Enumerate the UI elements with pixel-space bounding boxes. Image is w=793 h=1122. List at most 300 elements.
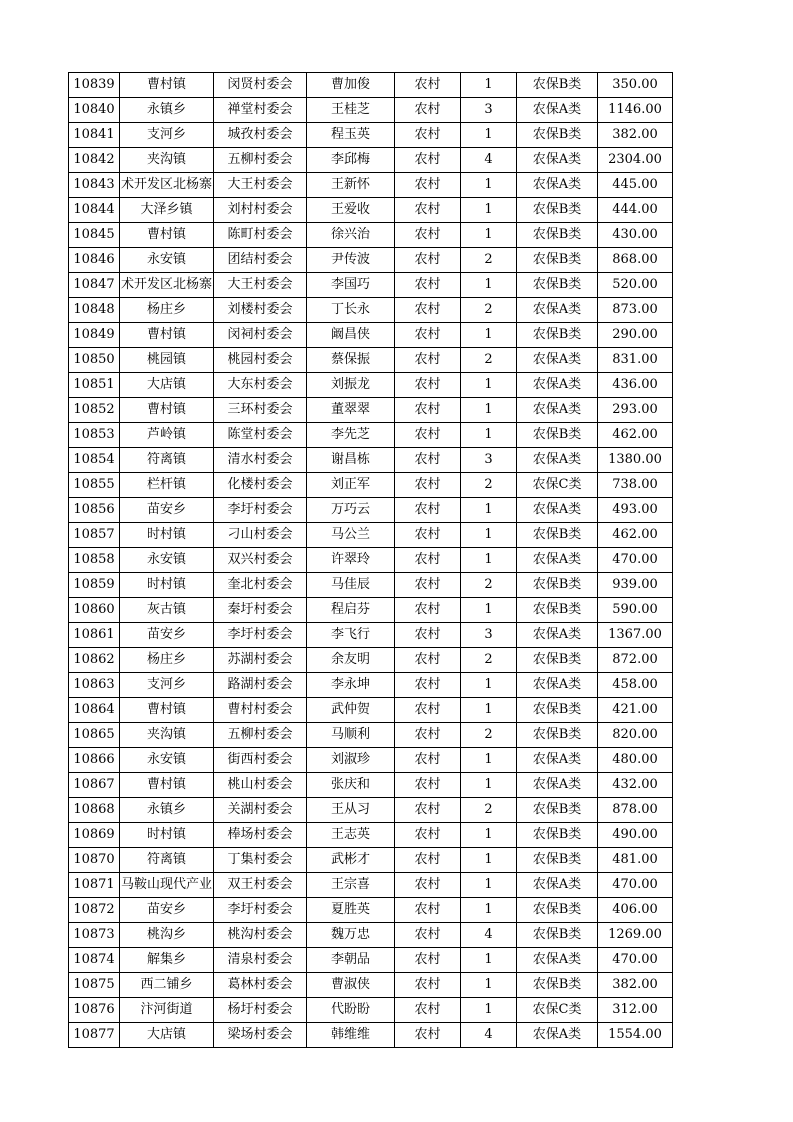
cell-category: 农保A类: [517, 448, 598, 473]
cell-category: 农保A类: [517, 748, 598, 773]
cell-name: 王新怀: [307, 173, 395, 198]
cell-town: 永安镇: [120, 748, 214, 773]
cell-type: 农村: [395, 948, 461, 973]
cell-village: 奎北村委会: [214, 573, 307, 598]
cell-id: 10853: [69, 423, 120, 448]
cell-type: 农村: [395, 498, 461, 523]
cell-town: 永安镇: [120, 548, 214, 573]
cell-name: 蔡保振: [307, 348, 395, 373]
cell-amount: 470.00: [598, 873, 673, 898]
cell-id: 10849: [69, 323, 120, 348]
cell-name: 曹加俊: [307, 73, 395, 98]
cell-type: 农村: [395, 548, 461, 573]
table-row: [69, 373, 673, 398]
cell-village: 李圩村委会: [214, 498, 307, 523]
cell-id: 10858: [69, 548, 120, 573]
table-row: [69, 823, 673, 848]
cell-count: 1: [461, 373, 517, 398]
cell-village: 清泉村委会: [214, 948, 307, 973]
cell-id: 10872: [69, 898, 120, 923]
cell-count: 3: [461, 623, 517, 648]
cell-count: 2: [461, 248, 517, 273]
cell-count: 1: [461, 748, 517, 773]
table-row: [69, 948, 673, 973]
cell-village: 双兴村委会: [214, 548, 307, 573]
cell-village: 刁山村委会: [214, 523, 307, 548]
cell-name: 阚昌侠: [307, 323, 395, 348]
cell-village: 团结村委会: [214, 248, 307, 273]
cell-type: 农村: [395, 98, 461, 123]
cell-name: 王从习: [307, 798, 395, 823]
table-row: [69, 973, 673, 998]
cell-amount: 480.00: [598, 748, 673, 773]
cell-type: 农村: [395, 648, 461, 673]
cell-id: 10844: [69, 198, 120, 223]
cell-town: 杨庄乡: [120, 648, 214, 673]
cell-village: 李圩村委会: [214, 623, 307, 648]
cell-amount: 1367.00: [598, 623, 673, 648]
cell-village: 苏湖村委会: [214, 648, 307, 673]
cell-category: 农保A类: [517, 498, 598, 523]
cell-id: 10877: [69, 1023, 120, 1048]
cell-town: 支河乡: [120, 673, 214, 698]
cell-category: 农保B类: [517, 523, 598, 548]
cell-amount: 445.00: [598, 173, 673, 198]
cell-id: 10868: [69, 798, 120, 823]
cell-amount: 421.00: [598, 698, 673, 723]
cell-name: 刘振龙: [307, 373, 395, 398]
cell-type: 农村: [395, 673, 461, 698]
table-row: [69, 598, 673, 623]
cell-town: 马鞍山现代产业: [120, 873, 214, 898]
cell-town: 永安镇: [120, 248, 214, 273]
cell-type: 农村: [395, 698, 461, 723]
cell-count: 2: [461, 298, 517, 323]
cell-village: 三环村委会: [214, 398, 307, 423]
cell-name: 武彬才: [307, 848, 395, 873]
cell-category: 农保A类: [517, 1023, 598, 1048]
cell-town: 汴河街道: [120, 998, 214, 1023]
cell-name: 马顺利: [307, 723, 395, 748]
table-row: [69, 698, 673, 723]
cell-amount: 293.00: [598, 398, 673, 423]
cell-village: 双王村委会: [214, 873, 307, 898]
cell-name: 许翠玲: [307, 548, 395, 573]
cell-count: 1: [461, 548, 517, 573]
cell-type: 农村: [395, 348, 461, 373]
cell-category: 农保A类: [517, 348, 598, 373]
cell-town: 曹村镇: [120, 223, 214, 248]
cell-count: 1: [461, 823, 517, 848]
table-row: [69, 198, 673, 223]
table-row: [69, 673, 673, 698]
cell-id: 10870: [69, 848, 120, 873]
cell-amount: 873.00: [598, 298, 673, 323]
cell-amount: 444.00: [598, 198, 673, 223]
cell-type: 农村: [395, 1023, 461, 1048]
table-row: [69, 223, 673, 248]
cell-count: 2: [461, 723, 517, 748]
cell-town: 栏杆镇: [120, 473, 214, 498]
cell-count: 4: [461, 148, 517, 173]
table-row: [69, 73, 673, 98]
cell-town: 大店镇: [120, 373, 214, 398]
cell-village: 刘村村委会: [214, 198, 307, 223]
cell-village: 葛林村委会: [214, 973, 307, 998]
cell-amount: 382.00: [598, 123, 673, 148]
cell-id: 10867: [69, 773, 120, 798]
cell-category: 农保B类: [517, 198, 598, 223]
cell-count: 1: [461, 848, 517, 873]
cell-town: 曹村镇: [120, 323, 214, 348]
cell-village: 街西村委会: [214, 748, 307, 773]
cell-type: 农村: [395, 623, 461, 648]
cell-village: 刘楼村委会: [214, 298, 307, 323]
cell-town: 西二铺乡: [120, 973, 214, 998]
cell-name: 谢昌栋: [307, 448, 395, 473]
cell-count: 1: [461, 698, 517, 723]
cell-village: 桃沟村委会: [214, 923, 307, 948]
cell-id: 10852: [69, 398, 120, 423]
cell-town: 曹村镇: [120, 773, 214, 798]
cell-count: 2: [461, 798, 517, 823]
cell-amount: 590.00: [598, 598, 673, 623]
cell-amount: 1554.00: [598, 1023, 673, 1048]
cell-town: 时村镇: [120, 573, 214, 598]
cell-type: 农村: [395, 873, 461, 898]
cell-type: 农村: [395, 973, 461, 998]
cell-id: 10860: [69, 598, 120, 623]
cell-name: 刘正军: [307, 473, 395, 498]
cell-type: 农村: [395, 848, 461, 873]
table-row: [69, 473, 673, 498]
cell-name: 李先芝: [307, 423, 395, 448]
cell-amount: 458.00: [598, 673, 673, 698]
cell-count: 4: [461, 923, 517, 948]
cell-category: 农保B类: [517, 723, 598, 748]
cell-village: 李圩村委会: [214, 898, 307, 923]
cell-count: 1: [461, 73, 517, 98]
cell-name: 程玉英: [307, 123, 395, 148]
cell-id: 10855: [69, 473, 120, 498]
table-row: [69, 123, 673, 148]
cell-id: 10851: [69, 373, 120, 398]
cell-type: 农村: [395, 723, 461, 748]
cell-town: 符离镇: [120, 448, 214, 473]
data-table: [68, 72, 673, 1048]
cell-count: 1: [461, 873, 517, 898]
cell-type: 农村: [395, 298, 461, 323]
cell-amount: 939.00: [598, 573, 673, 598]
cell-village: 陈堂村委会: [214, 423, 307, 448]
cell-id: 10863: [69, 673, 120, 698]
cell-town: 时村镇: [120, 523, 214, 548]
cell-town: 术开发区北杨寨: [120, 173, 214, 198]
cell-id: 10861: [69, 623, 120, 648]
cell-village: 大东村委会: [214, 373, 307, 398]
cell-category: 农保B类: [517, 248, 598, 273]
table-row: [69, 998, 673, 1023]
cell-village: 清水村委会: [214, 448, 307, 473]
cell-type: 农村: [395, 923, 461, 948]
cell-category: 农保B类: [517, 648, 598, 673]
table-row: [69, 248, 673, 273]
cell-town: 夹沟镇: [120, 148, 214, 173]
cell-type: 农村: [395, 73, 461, 98]
cell-count: 1: [461, 323, 517, 348]
cell-type: 农村: [395, 173, 461, 198]
cell-amount: 481.00: [598, 848, 673, 873]
cell-village: 杨圩村委会: [214, 998, 307, 1023]
table-row: [69, 798, 673, 823]
cell-amount: 436.00: [598, 373, 673, 398]
cell-town: 解集乡: [120, 948, 214, 973]
cell-category: 农保B类: [517, 573, 598, 598]
table-row: [69, 848, 673, 873]
cell-category: 农保A类: [517, 173, 598, 198]
cell-category: 农保B类: [517, 123, 598, 148]
cell-town: 灰古镇: [120, 598, 214, 623]
cell-count: 3: [461, 98, 517, 123]
cell-count: 1: [461, 948, 517, 973]
cell-town: 杨庄乡: [120, 298, 214, 323]
cell-category: 农保B类: [517, 923, 598, 948]
cell-id: 10846: [69, 248, 120, 273]
cell-id: 10856: [69, 498, 120, 523]
cell-amount: 406.00: [598, 898, 673, 923]
cell-category: 农保A类: [517, 373, 598, 398]
cell-town: 苗安乡: [120, 898, 214, 923]
cell-count: 1: [461, 523, 517, 548]
cell-id: 10862: [69, 648, 120, 673]
cell-id: 10857: [69, 523, 120, 548]
cell-name: 曹淑侠: [307, 973, 395, 998]
cell-type: 农村: [395, 798, 461, 823]
cell-category: 农保A类: [517, 98, 598, 123]
cell-id: 10848: [69, 298, 120, 323]
cell-name: 王桂芝: [307, 98, 395, 123]
cell-village: 棒场村委会: [214, 823, 307, 848]
cell-id: 10840: [69, 98, 120, 123]
cell-type: 农村: [395, 573, 461, 598]
cell-id: 10859: [69, 573, 120, 598]
cell-type: 农村: [395, 248, 461, 273]
cell-village: 闵贤村委会: [214, 73, 307, 98]
cell-amount: 290.00: [598, 323, 673, 348]
table-body: [69, 73, 673, 1048]
cell-id: 10869: [69, 823, 120, 848]
cell-town: 芦岭镇: [120, 423, 214, 448]
cell-count: 3: [461, 448, 517, 473]
cell-name: 尹传波: [307, 248, 395, 273]
cell-count: 1: [461, 898, 517, 923]
cell-name: 刘淑珍: [307, 748, 395, 773]
table-row: [69, 148, 673, 173]
cell-village: 五柳村委会: [214, 148, 307, 173]
cell-category: 农保B类: [517, 698, 598, 723]
cell-amount: 2304.00: [598, 148, 673, 173]
table-row: [69, 398, 673, 423]
cell-type: 农村: [395, 123, 461, 148]
table-row: [69, 548, 673, 573]
cell-count: 2: [461, 648, 517, 673]
table-row: [69, 1023, 673, 1048]
cell-village: 大王村委会: [214, 273, 307, 298]
cell-count: 2: [461, 573, 517, 598]
cell-category: 农保C类: [517, 473, 598, 498]
cell-name: 李飞行: [307, 623, 395, 648]
cell-count: 1: [461, 423, 517, 448]
cell-category: 农保B类: [517, 798, 598, 823]
cell-count: 1: [461, 173, 517, 198]
table-row: [69, 898, 673, 923]
cell-id: 10845: [69, 223, 120, 248]
cell-town: 曹村镇: [120, 73, 214, 98]
cell-village: 五柳村委会: [214, 723, 307, 748]
cell-category: 农保A类: [517, 948, 598, 973]
cell-amount: 493.00: [598, 498, 673, 523]
cell-count: 1: [461, 973, 517, 998]
cell-amount: 831.00: [598, 348, 673, 373]
cell-category: 农保C类: [517, 998, 598, 1023]
cell-category: 农保B类: [517, 273, 598, 298]
cell-town: 夹沟镇: [120, 723, 214, 748]
cell-count: 1: [461, 273, 517, 298]
cell-name: 万巧云: [307, 498, 395, 523]
cell-name: 程启芬: [307, 598, 395, 623]
cell-village: 城孜村委会: [214, 123, 307, 148]
cell-name: 马公兰: [307, 523, 395, 548]
cell-town: 永镇乡: [120, 798, 214, 823]
cell-town: 苗安乡: [120, 623, 214, 648]
cell-id: 10866: [69, 748, 120, 773]
cell-amount: 820.00: [598, 723, 673, 748]
cell-town: 时村镇: [120, 823, 214, 848]
cell-type: 农村: [395, 748, 461, 773]
table-row: [69, 648, 673, 673]
cell-count: 1: [461, 598, 517, 623]
cell-count: 1: [461, 998, 517, 1023]
cell-count: 2: [461, 348, 517, 373]
cell-town: 桃园镇: [120, 348, 214, 373]
cell-id: 10850: [69, 348, 120, 373]
cell-name: 李朝品: [307, 948, 395, 973]
cell-village: 桃山村委会: [214, 773, 307, 798]
cell-village: 关湖村委会: [214, 798, 307, 823]
cell-count: 1: [461, 198, 517, 223]
cell-village: 陈町村委会: [214, 223, 307, 248]
cell-category: 农保A类: [517, 398, 598, 423]
table-row: [69, 723, 673, 748]
cell-type: 农村: [395, 423, 461, 448]
cell-category: 农保A类: [517, 673, 598, 698]
cell-type: 农村: [395, 223, 461, 248]
cell-id: 10873: [69, 923, 120, 948]
cell-amount: 350.00: [598, 73, 673, 98]
cell-village: 闵祠村委会: [214, 323, 307, 348]
cell-type: 农村: [395, 198, 461, 223]
cell-type: 农村: [395, 823, 461, 848]
cell-name: 李邱梅: [307, 148, 395, 173]
cell-village: 化楼村委会: [214, 473, 307, 498]
cell-type: 农村: [395, 448, 461, 473]
table-row: [69, 573, 673, 598]
cell-town: 永镇乡: [120, 98, 214, 123]
cell-name: 丁长永: [307, 298, 395, 323]
cell-name: 马佳辰: [307, 573, 395, 598]
cell-amount: 872.00: [598, 648, 673, 673]
cell-type: 农村: [395, 773, 461, 798]
cell-category: 农保A类: [517, 298, 598, 323]
cell-count: 1: [461, 398, 517, 423]
cell-name: 徐兴治: [307, 223, 395, 248]
cell-village: 梁场村委会: [214, 1023, 307, 1048]
cell-category: 农保A类: [517, 548, 598, 573]
table-row: [69, 323, 673, 348]
cell-category: 农保B类: [517, 423, 598, 448]
cell-count: 1: [461, 223, 517, 248]
cell-town: 大店镇: [120, 1023, 214, 1048]
cell-name: 李永坤: [307, 673, 395, 698]
cell-village: 秦圩村委会: [214, 598, 307, 623]
cell-name: 王宗喜: [307, 873, 395, 898]
cell-category: 农保A类: [517, 873, 598, 898]
cell-category: 农保A类: [517, 148, 598, 173]
cell-count: 2: [461, 473, 517, 498]
cell-count: 4: [461, 1023, 517, 1048]
cell-count: 1: [461, 773, 517, 798]
cell-town: 支河乡: [120, 123, 214, 148]
cell-name: 王志英: [307, 823, 395, 848]
cell-amount: 382.00: [598, 973, 673, 998]
cell-town: 大泽乡镇: [120, 198, 214, 223]
cell-type: 农村: [395, 473, 461, 498]
cell-name: 夏胜英: [307, 898, 395, 923]
table-row: [69, 273, 673, 298]
cell-amount: 1146.00: [598, 98, 673, 123]
cell-town: 苗安乡: [120, 498, 214, 523]
cell-name: 韩维维: [307, 1023, 395, 1048]
cell-name: 武仲贺: [307, 698, 395, 723]
cell-id: 10847: [69, 273, 120, 298]
table-row: [69, 923, 673, 948]
cell-id: 10839: [69, 73, 120, 98]
cell-type: 农村: [395, 148, 461, 173]
table-row: [69, 498, 673, 523]
table-row: [69, 873, 673, 898]
cell-amount: 462.00: [598, 423, 673, 448]
cell-id: 10876: [69, 998, 120, 1023]
cell-type: 农村: [395, 523, 461, 548]
cell-amount: 868.00: [598, 248, 673, 273]
cell-amount: 432.00: [598, 773, 673, 798]
table-row: [69, 523, 673, 548]
cell-village: 路湖村委会: [214, 673, 307, 698]
table-row: [69, 98, 673, 123]
cell-id: 10865: [69, 723, 120, 748]
cell-town: 术开发区北杨寨: [120, 273, 214, 298]
cell-type: 农村: [395, 323, 461, 348]
cell-type: 农村: [395, 373, 461, 398]
table-row: [69, 348, 673, 373]
cell-category: 农保B类: [517, 898, 598, 923]
cell-name: 代盼盼: [307, 998, 395, 1023]
cell-town: 曹村镇: [120, 398, 214, 423]
cell-name: 余友明: [307, 648, 395, 673]
cell-id: 10843: [69, 173, 120, 198]
cell-count: 1: [461, 123, 517, 148]
table-row: [69, 298, 673, 323]
